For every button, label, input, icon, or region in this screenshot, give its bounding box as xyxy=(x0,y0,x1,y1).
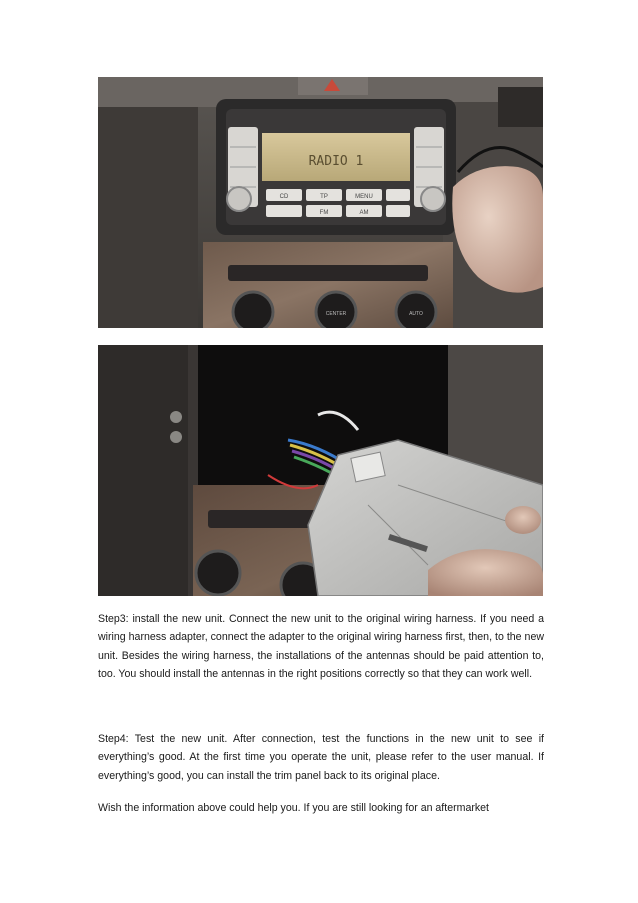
radio-button-tp: TP xyxy=(320,194,328,200)
tune-knob xyxy=(421,187,445,211)
radio-button-cd: CD xyxy=(279,194,289,200)
climate-knob-center xyxy=(316,292,356,328)
step4-paragraph: Step4: Test the new unit. After connection, test the functions in the new unit to see if everything’s good. At the first time you operate the unit, please refer to the user manual. If everything’s good, you can install the trim panel back to its original place. xyxy=(98,733,544,782)
radio-button-menu: MENU xyxy=(355,194,373,200)
radio-button-am: AM xyxy=(359,210,369,216)
climate-label-auto: AUTO xyxy=(409,311,423,317)
climate-label-center: CENTER xyxy=(325,311,347,317)
climate-knob-right xyxy=(396,292,436,328)
radio-button-fm: FM xyxy=(319,210,329,216)
closing-paragraph: Wish the information above could help you. If you are still looking for an aftermarket xyxy=(98,802,489,814)
climate-knob-left xyxy=(196,551,240,595)
new-unit-connection-photo xyxy=(98,345,543,596)
climate-knob-left xyxy=(233,292,273,328)
step3-paragraph: Step3: install the new unit. Connect the new unit to the original wiring harness. If you need a wiring harness adapter, connect the adapter to the original wiring harness first, then, to the new unit. Besides the wiring harness, the installations of the antennas should be paid attention to, too. You should install the antennas in the right positions correctly so that they can work well. xyxy=(98,613,544,681)
radio-removal-photo xyxy=(98,77,543,328)
volume-knob xyxy=(227,187,251,211)
radio-display-text: RADIO 1 xyxy=(308,154,364,169)
